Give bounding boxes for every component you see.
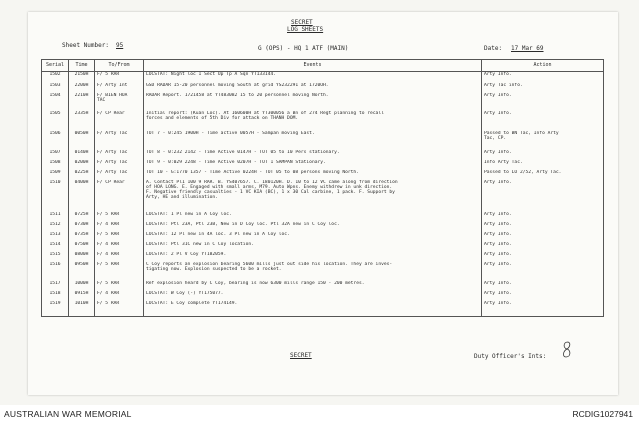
column-header-events: Events [144, 60, 482, 72]
table-row [42, 242, 604, 252]
time-cell: 0725H [69, 212, 95, 222]
time-cell: 0915H [69, 291, 95, 301]
footer-classification: SECRET [290, 352, 312, 359]
table-row [42, 281, 604, 291]
table-row [42, 262, 604, 281]
tofrom-cell: F/ 5 RAR [95, 232, 144, 242]
time-cell: 2200H [69, 83, 95, 93]
serial-cell: 1508 [42, 160, 69, 170]
events-cell: LOCSTAT: 1 Pl new in A Coy loc. [144, 212, 482, 222]
serial-cell: 1513 [42, 232, 69, 242]
action-cell: Arty Info. [482, 232, 604, 242]
sheet-number-label: Sheet Number: [62, 42, 109, 49]
serial-cell: 1517 [42, 281, 69, 291]
time-cell: 2335H [69, 111, 95, 131]
serial-cell: 1518 [42, 291, 69, 301]
action-cell: Arty Info. [482, 212, 604, 222]
table-row [42, 72, 604, 83]
tofrom-cell: F/ Arty Tac [95, 150, 144, 160]
action-cell: Arty Info. [482, 262, 604, 281]
action-cell: Arty Info. [482, 252, 604, 262]
time-cell: 0950H [69, 262, 95, 281]
serial-cell: 1514 [42, 242, 69, 252]
events-cell: TOT 9 - 0:029 2248 - Time Active 0207H - TOT 1 SAMPAN Stationary. [144, 160, 482, 170]
table-row [42, 160, 604, 170]
action-cell: Arty Info. [482, 93, 604, 111]
events-cell: RADAR Report. 1721458 at YT483082 15 to 20 personnel moving North. [144, 93, 482, 111]
events-cell: LOCSTAT: 12 Pl new in 4A loc. 3 Pl new in A Coy loc. [144, 232, 482, 242]
time-cell: 0800H [69, 252, 95, 262]
time-cell: 0735H [69, 232, 95, 242]
action-cell: Arty Info. [482, 180, 604, 212]
events-cell: TOT 7 - 0:245 1900H - Time active 0057H - Sampan moving East. [144, 131, 482, 150]
table-row [42, 301, 604, 317]
action-cell: Arty Info. [482, 281, 604, 291]
time-cell: 1000H [69, 281, 95, 291]
column-header-action: Action [482, 60, 604, 72]
table-row [42, 180, 604, 212]
tofrom-cell: F/ CP Rear [95, 180, 144, 212]
tofrom-cell: F/ 4 RAR [95, 252, 144, 262]
table-row [42, 150, 604, 160]
events-cell: LOCSTAT: Ptl 23A, Ptl 23B, New in D Coy loc. Ptl 32A new in C Coy loc. [144, 222, 482, 232]
serial-cell: 1510 [42, 180, 69, 212]
date-label: Date: [484, 45, 503, 52]
tofrom-cell: F/ 4 RAR [95, 291, 144, 301]
serial-cell: 1505 [42, 111, 69, 131]
tofrom-cell: F/ 5 RAR [95, 281, 144, 291]
serial-cell: 1516 [42, 262, 69, 281]
time-cell: 2210H [69, 93, 95, 111]
events-cell: LOCSTAT: 2 Pl V Coy YT182059. [144, 252, 482, 262]
action-cell: Arty Info. [482, 242, 604, 252]
table-header-row [42, 60, 604, 72]
action-cell: Arty Info. [482, 301, 604, 317]
events-cell: Ref explosion heard by C Coy, bearing is now 6300 mills range 150 - 200 metres. [144, 281, 482, 291]
action-cell: Passed to LO 2/52, Arty Tac. [482, 170, 604, 180]
table-row [42, 212, 604, 222]
tofrom-cell: F/ Arty Tac [95, 160, 144, 170]
table-row [42, 222, 604, 232]
action-cell: Arty Info. [482, 291, 604, 301]
tofrom-cell: F/ 5 RAR [95, 212, 144, 222]
tofrom-cell: F/ 5 RAR [95, 301, 144, 317]
tofrom-cell: F/ 4 RAR [95, 242, 144, 252]
tofrom-cell: F/ 5 RAR [95, 72, 144, 83]
serial-cell: 1502 [42, 72, 69, 83]
time-cell: 2150H [69, 72, 95, 83]
table-row [42, 93, 604, 111]
log-table [41, 59, 604, 317]
tofrom-cell: F/ Arty Tac [95, 170, 144, 180]
tofrom-cell: F/ BIEN HOA TAC [95, 93, 144, 111]
table-row [42, 232, 604, 242]
action-cell: Arty Info. [482, 72, 604, 83]
events-cell: LOCSTAT: Ptl 31C new in C Coy location. [144, 242, 482, 252]
archive-institution: AUSTRALIAN WAR MEMORIAL [4, 409, 132, 419]
serial-cell: 1519 [42, 301, 69, 317]
events-cell: LOCSTAT: E Coy complete YT174149. [144, 301, 482, 317]
table-row [42, 170, 604, 180]
tofrom-cell: F/ 5 RAR [95, 262, 144, 281]
serial-cell: 1504 [42, 93, 69, 111]
table-row [42, 111, 604, 131]
table-row [42, 131, 604, 150]
action-cell: Info Arty Tac. [482, 160, 604, 170]
events-cell: C Coy reports an explosion bearing 5600 mills just out side his location. They are inves- tigating now. Explosion suspected to be a rocket. [144, 262, 482, 281]
unit-designation: G (OPS) - HQ 1 ATF (MAIN) [258, 45, 349, 52]
events-cell: LOCSTAT: W Coy (-) YT175077. [144, 291, 482, 301]
events-cell: TOT 8 - 0:232 2142 - Time Active 0147H - TOT 05 to 10 Pers stationary. [144, 150, 482, 160]
time-cell: 0225H [69, 170, 95, 180]
time-cell: 0730H [69, 222, 95, 232]
serial-cell: 1503 [42, 83, 69, 93]
header-classification: SECRET [291, 19, 313, 26]
archive-reference: RCDIG1027941 [572, 409, 633, 419]
serial-cell: 1515 [42, 252, 69, 262]
serial-cell: 1507 [42, 150, 69, 160]
action-cell: Arty Info. [482, 222, 604, 232]
tofrom-cell: F/ 4 RAR [95, 222, 144, 232]
tofrom-cell: F/ Arty Int [95, 83, 144, 93]
time-cell: 0140H [69, 150, 95, 160]
action-cell: Arty Tac info. [482, 83, 604, 93]
events-cell: GSD RADAR 15-20 personnel moving South at grid YS232291 at 1720OH. [144, 83, 482, 93]
serial-cell: 1511 [42, 212, 69, 222]
action-cell: Arty Info. [482, 111, 604, 131]
events-cell: TOT 10 - G:1770 1357 - Time Active 0224H - TOT 05 to 08 persons moving North. [144, 170, 482, 180]
tofrom-cell: F/ Arty Tac [95, 131, 144, 150]
events-cell: A. Contact Pl1 100 9 RAR. B. YS407657. C. 180120H. D. 10 to 12 VC came along from direction of HOA LONG. E. Engaged with small arms, M79. Auto Wpns. Enemy withdrew in unk direction. F. Negative friendly casualties - 1 VC KIA (BC), 1 x 30 Cal carbine, 1 pack. F. Support by Arty, HE and illumination. [144, 180, 482, 212]
serial-cell: 1506 [42, 131, 69, 150]
serial-cell: 1512 [42, 222, 69, 232]
date-value: 17 Mar 69 [511, 45, 544, 52]
header-title: LOG SHEETS [287, 26, 324, 33]
table-row [42, 83, 604, 93]
sheet-number: 95 [116, 42, 124, 49]
column-header-serial: Serial [42, 60, 69, 72]
events-cell: LOCSTAT: Night loc 1 Sect Up Tp A Sqn YT133144. [144, 72, 482, 83]
table-row [42, 291, 604, 301]
table-row [42, 252, 604, 262]
serial-cell: 1509 [42, 170, 69, 180]
time-cell: 0400H [69, 180, 95, 212]
duty-officer-label: Duty Officer's Ints: [474, 353, 547, 360]
time-cell: 0200H [69, 160, 95, 170]
time-cell: 0750H [69, 242, 95, 252]
time-cell: 0050H [69, 131, 95, 150]
column-header-tofrom: To/From [95, 60, 144, 72]
events-cell: Initial report: (Kuan Loc). At 160600H at YT300056 a Bn of 274 Regt planning to recall forces and elements of 5th Div for attack on THANH DOM. [144, 111, 482, 131]
action-cell: Arty Info. [482, 150, 604, 160]
action-cell: Passed to BN Tac, Info Arty Tac, CP. [482, 131, 604, 150]
column-header-time: Time [69, 60, 95, 72]
tofrom-cell: F/ CP Rear [95, 111, 144, 131]
time-cell: 1010H [69, 301, 95, 317]
handwritten-initial-icon [560, 340, 574, 360]
